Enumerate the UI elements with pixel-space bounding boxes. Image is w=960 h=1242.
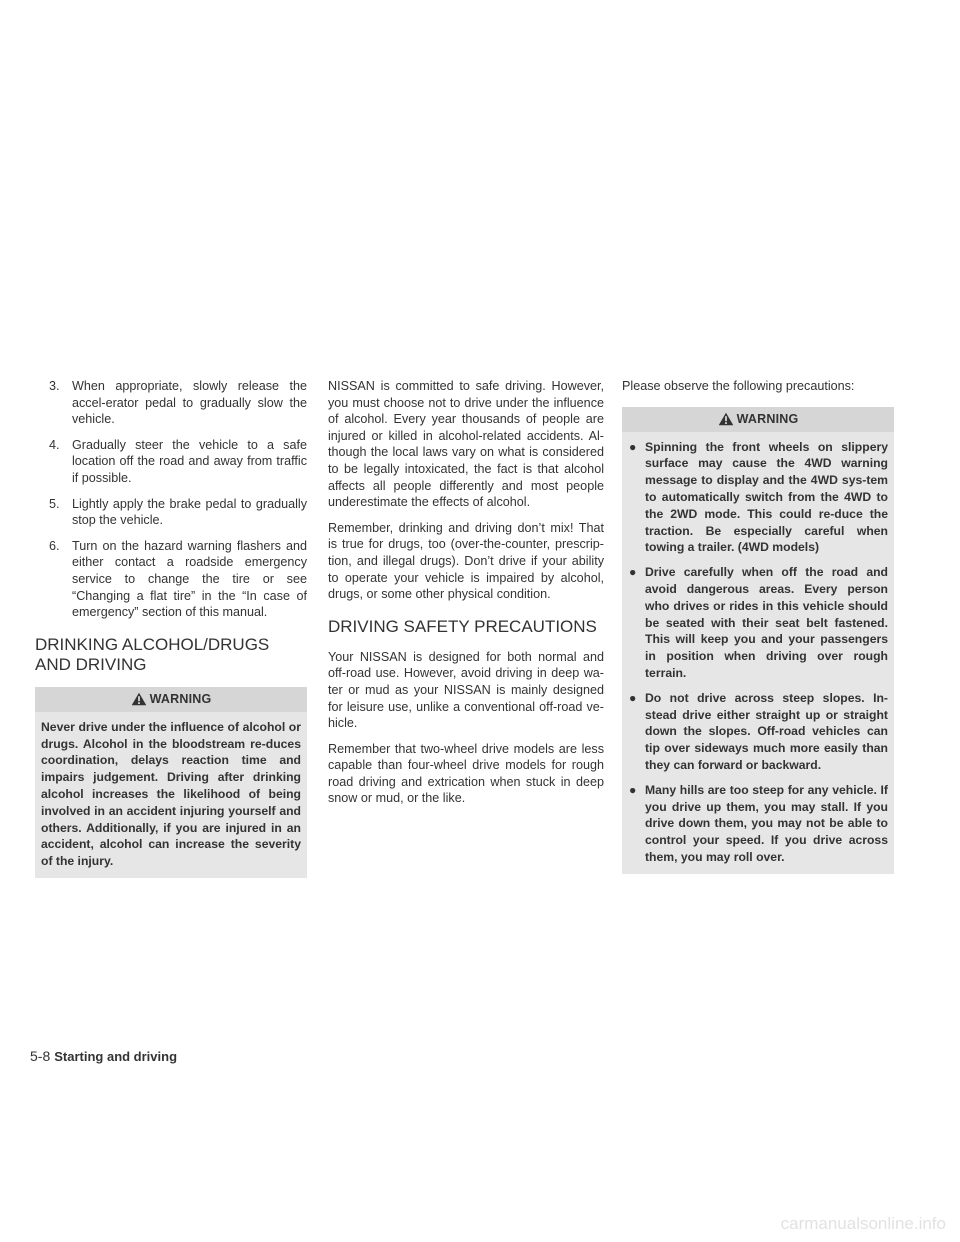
list-item: 6. Turn on the hazard warning flashers and either contact a roadside emergency service to change the tire or see “Changing a flat tire” in the “In case of emergency” section of this manual. — [49, 538, 307, 620]
warning-header — [35, 687, 307, 712]
page-footer — [30, 1048, 177, 1064]
section-heading-safety: DRIVING SAFETY PRECAUTIONS — [328, 616, 597, 636]
bullet-icon: ● — [629, 439, 637, 454]
warning-list-body — [622, 432, 894, 874]
warning-triangle-icon — [718, 412, 734, 426]
section-heading-drinking: DRINKING ALCOHOL/DRUGS AND DRIVING — [35, 634, 270, 674]
paragraph: Remember, drinking and driving don’t mix! That is true for drugs, too (over-the-counter, prescrip-tion, and illegal drugs). Don’t drive if your ability to operate your vehicle is impaired by alcohol, drugs, or some other physical condition. — [328, 520, 604, 602]
warning-box — [622, 407, 894, 874]
paragraph: Remember that two-wheel drive models are less capable than four-wheel drive models for rough road driving and extrication when stuck in deep snow or mud, or the like. — [328, 741, 604, 806]
warning-title: WARNING — [736, 411, 799, 426]
list-item — [628, 564, 888, 682]
warning-header — [622, 407, 894, 432]
bullet-icon: ● — [629, 782, 637, 797]
paragraph: NISSAN is committed to safe driving. However, you must choose not to drive under the influence of alcohol. Every year thousands of people are injured or killed in alcohol-related accidents. Al-though the local laws vary on what is considered to be legally intoxicated, the fact is that alcohol affects all people differently and most people underestimate the effects of alcohol. — [328, 379, 604, 510]
warning-box — [35, 687, 307, 878]
column-2 — [328, 378, 604, 816]
steps-list — [35, 378, 307, 621]
page-number: 5-8 — [30, 1048, 51, 1064]
warning-triangle-icon — [131, 692, 147, 706]
step-text: Turn on the hazard warning flashers and either contact a roadside emergency service to change the tire or see “Changing a flat tire” in the “In case of emergency” section of this manual. — [72, 538, 307, 620]
watermark: carmanualsonline.info — [780, 1214, 946, 1233]
list-item — [628, 782, 888, 866]
paragraph: Your NISSAN is designed for both normal and off-road use. However, avoid driving in deep wa-ter or mud as your NISSAN is mainly designed for leisure use, unlike a conventional off-road ve-hicle. — [328, 649, 604, 731]
column-3 — [622, 378, 894, 874]
warning-text: Never drive under the influence of alcohol or drugs. Alcohol in the bloodstream re-duces coordination, delays reaction time and impairs judgement. Driving after drinking alcohol increases the likelihood of being involved in an accident injuring yourself and others. Additionally, if you are injured in an accident, alcohol can increase the severity of the injury. — [41, 719, 301, 869]
list-item: 4. Gradually steer the vehicle to a safe location off the road and away from traffic if possible. — [49, 437, 307, 485]
warning-item-text: Many hills are too steep for any vehicle. If you drive up them, you may stall. If you drive down them, you may not be able to control your speed. If you drive across them, you may roll over. — [645, 782, 888, 864]
step-text: Gradually steer the vehicle to a safe location off the road and away from traffic if possible. — [72, 437, 307, 485]
list-item: 5. Lightly apply the brake pedal to gradually stop the vehicle. — [49, 496, 307, 528]
list-item — [628, 690, 888, 774]
warning-title: WARNING — [149, 691, 212, 706]
list-item — [628, 439, 888, 557]
bullet-icon: ● — [629, 565, 637, 580]
warning-item-text: Spinning the front wheels on slippery surface may cause the 4WD warning message to display and the 4WD sys-tem to automatically switch from the 4WD to the 2WD mode. This could re-duce the traction. Be especially careful when towing a trailer. (4WD models) — [645, 439, 888, 555]
warning-item-text: Drive carefully when off the road and avoid dangerous areas. Every person who drives or rides in this vehicle should be seated with their seat belt fastened. This will keep you and your passengers in position when driving over rough terrain. — [645, 565, 888, 680]
warning-list — [628, 439, 888, 866]
warning-item-text: Do not drive across steep slopes. In-stead drive either straight up or straight down the slopes. Off-road vehicles can tip over sideways much more easily than they can forward or backward. — [645, 690, 888, 772]
list-item: 3. When appropriate, slowly release the accel-erator pedal to gradually slow the vehicle. — [49, 379, 307, 427]
step-text: Lightly apply the brake pedal to gradually stop the vehicle. — [72, 496, 307, 528]
chapter-title: Starting and driving — [54, 1049, 178, 1064]
intro-text: Please observe the following precautions: — [622, 379, 855, 393]
column-1 — [35, 378, 307, 878]
step-text: When appropriate, slowly release the accel-erator pedal to gradually slow the vehicle. — [72, 379, 307, 427]
bullet-icon: ● — [629, 690, 637, 705]
